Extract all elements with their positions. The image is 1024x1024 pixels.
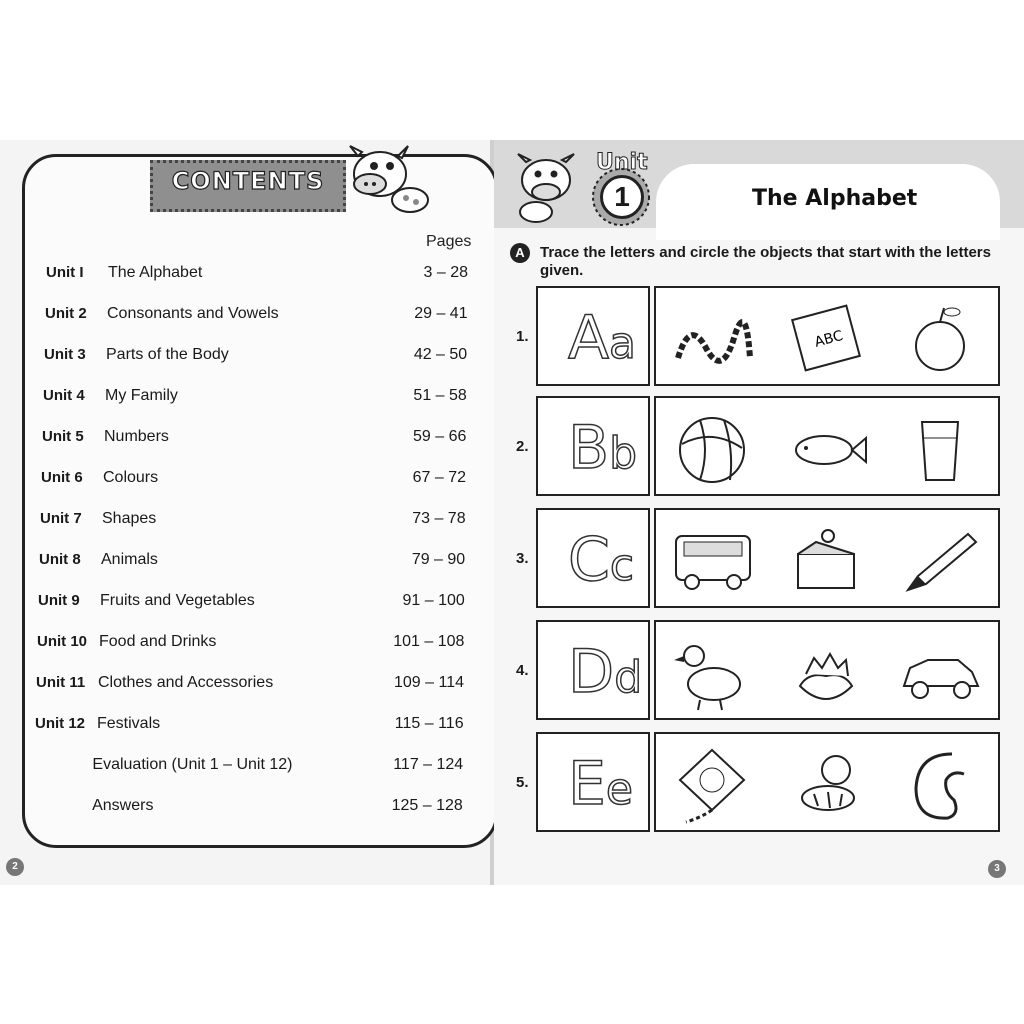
- pencil-illustration[interactable]: [898, 520, 982, 600]
- exercise-number: 2.: [516, 438, 529, 455]
- toc-title: Answers: [92, 797, 154, 814]
- toc-row: [0, 346, 490, 370]
- toc-title: Evaluation (Unit 1 – Unit 12): [92, 756, 293, 773]
- lowercase-letter: b: [609, 428, 638, 479]
- toc-title: Clothes and Accessories: [98, 674, 274, 691]
- toc-title: Parts of the Body: [106, 346, 229, 363]
- ball-illustration[interactable]: [670, 408, 754, 488]
- toc-row: [0, 510, 490, 534]
- toc-unit-label: Unit 2: [45, 305, 87, 322]
- toc-row: [0, 428, 490, 452]
- toc-title: Consonants and Vowels: [107, 305, 279, 322]
- toc-row: [0, 756, 490, 780]
- toc-pages: 73 – 78: [412, 510, 466, 527]
- picture-box: [654, 732, 1000, 832]
- toc-pages: 117 – 124: [393, 756, 464, 773]
- toc-pages: 91 – 100: [402, 592, 465, 609]
- exercise-row: [510, 286, 1010, 392]
- toc-unit-label: Unit 8: [39, 551, 81, 568]
- tracing-letters[interactable]: [568, 520, 634, 606]
- kite-illustration[interactable]: [670, 744, 754, 824]
- tracing-letters[interactable]: [568, 632, 642, 718]
- car-illustration[interactable]: [898, 632, 982, 712]
- unit-label: Unit: [596, 150, 648, 175]
- lowercase-letter: d: [614, 652, 643, 703]
- cake-illustration[interactable]: [784, 520, 868, 600]
- toc-pages: 109 – 114: [394, 674, 464, 691]
- toc-unit-label: Unit 12: [35, 715, 86, 732]
- unit-number: 1: [600, 175, 644, 219]
- toc-row: [0, 551, 490, 575]
- toc-pages: 115 – 116: [394, 715, 464, 732]
- letter-trace-box: [536, 508, 650, 608]
- lowercase-letter: a: [609, 318, 637, 369]
- toc-title: Food and Drinks: [99, 633, 217, 650]
- contents-frame: [22, 154, 498, 848]
- toc-title: Fruits and Vegetables: [100, 592, 255, 609]
- toc-title: Numbers: [104, 428, 169, 445]
- toc-unit-label: Unit 6: [41, 469, 83, 486]
- picture-box: [654, 396, 1000, 496]
- toc-row: [0, 797, 490, 821]
- toc-title: Festivals: [97, 715, 161, 732]
- fish-illustration[interactable]: [784, 408, 868, 488]
- toc-pages: 29 – 41: [414, 305, 468, 322]
- ear-illustration[interactable]: [898, 744, 982, 824]
- egg-illustration[interactable]: [784, 632, 868, 712]
- exercise-row: [510, 396, 1010, 502]
- toc-title: Animals: [101, 551, 158, 568]
- toc-unit-label: Unit 9: [38, 592, 80, 609]
- toc-row: [0, 674, 490, 698]
- uppercase-letter: D: [568, 637, 615, 707]
- cow-mascot-illustration: [340, 140, 436, 220]
- toc-pages: 51 – 58: [413, 387, 467, 404]
- uppercase-letter: C: [568, 525, 610, 595]
- toc-title: The Alphabet: [108, 264, 203, 281]
- uppercase-letter: E: [568, 749, 606, 819]
- duck-illustration[interactable]: [670, 632, 754, 712]
- tracing-letters[interactable]: [568, 408, 637, 494]
- toc-row: [0, 469, 490, 493]
- toc-unit-label: Unit 3: [44, 346, 86, 363]
- toc-pages: 101 – 108: [393, 633, 465, 650]
- tracing-letters[interactable]: [568, 744, 633, 830]
- toc-title: Colours: [103, 469, 159, 486]
- toc-pages: 59 – 66: [413, 428, 467, 445]
- toc-pages: 125 – 128: [391, 797, 463, 814]
- uppercase-letter: A: [568, 303, 610, 373]
- exercise-row: [510, 620, 1010, 726]
- toc-row: [0, 715, 490, 739]
- toc-row: [0, 387, 490, 411]
- snake-illustration[interactable]: [670, 298, 754, 378]
- toc-row: [0, 633, 490, 657]
- cow-mascot-illustration: [506, 150, 586, 226]
- uppercase-letter: B: [568, 413, 610, 483]
- toc-unit-label: Unit 7: [40, 510, 82, 527]
- toc-title: Shapes: [102, 510, 157, 527]
- exercise-row: [510, 508, 1010, 614]
- exercise-row: [510, 732, 1010, 838]
- toc-row: [0, 305, 490, 329]
- contents-title: CONTENTS: [171, 167, 325, 195]
- toc-unit-label: Unit 5: [42, 428, 84, 445]
- toc-unit-label: Unit 11: [36, 674, 86, 691]
- letter-trace-box: [536, 286, 650, 386]
- exercise-number: 5.: [516, 774, 529, 791]
- toc-pages: 79 – 90: [411, 551, 466, 568]
- section-marker: A: [510, 243, 530, 263]
- exercise-number: 1.: [516, 328, 529, 345]
- toc-pages: 67 – 72: [412, 469, 466, 486]
- lesson-title: The Alphabet: [752, 186, 918, 211]
- toc-title: My Family: [105, 387, 178, 404]
- exercise-number: 4.: [516, 662, 529, 679]
- toc-pages: 3 – 28: [423, 264, 468, 281]
- picture-box: [654, 508, 1000, 608]
- instruction-text: Trace the letters and circle the objects that start with the letters given.: [540, 244, 991, 279]
- toc-row: [0, 592, 490, 616]
- bus-illustration[interactable]: [670, 520, 754, 600]
- svg-text:ABC: ABC: [812, 327, 845, 351]
- exercise-number: 3.: [516, 550, 529, 567]
- toc-unit-label: Unit I: [46, 264, 84, 281]
- toc-unit-label: Unit 4: [43, 387, 85, 404]
- picture-box: [654, 620, 1000, 720]
- letter-trace-box: [536, 732, 650, 832]
- picture-box: [654, 286, 1000, 386]
- letter-trace-box: [536, 396, 650, 496]
- tiger-illustration[interactable]: [784, 744, 868, 824]
- toc-row: [0, 264, 490, 288]
- tracing-letters[interactable]: [568, 298, 636, 384]
- apple-illustration[interactable]: [898, 298, 982, 378]
- book-illustration[interactable]: [784, 298, 868, 378]
- lowercase-letter: c: [609, 540, 635, 591]
- toc-unit-label: Unit 10: [37, 633, 88, 650]
- glass-illustration[interactable]: [898, 408, 982, 488]
- letter-trace-box: [536, 620, 650, 720]
- page-number-left: 2: [6, 858, 24, 876]
- lowercase-letter: e: [605, 764, 633, 815]
- toc-pages: 42 – 50: [413, 346, 468, 363]
- page-number-right: 3: [988, 860, 1006, 878]
- pages-column-header: Pages: [426, 233, 472, 250]
